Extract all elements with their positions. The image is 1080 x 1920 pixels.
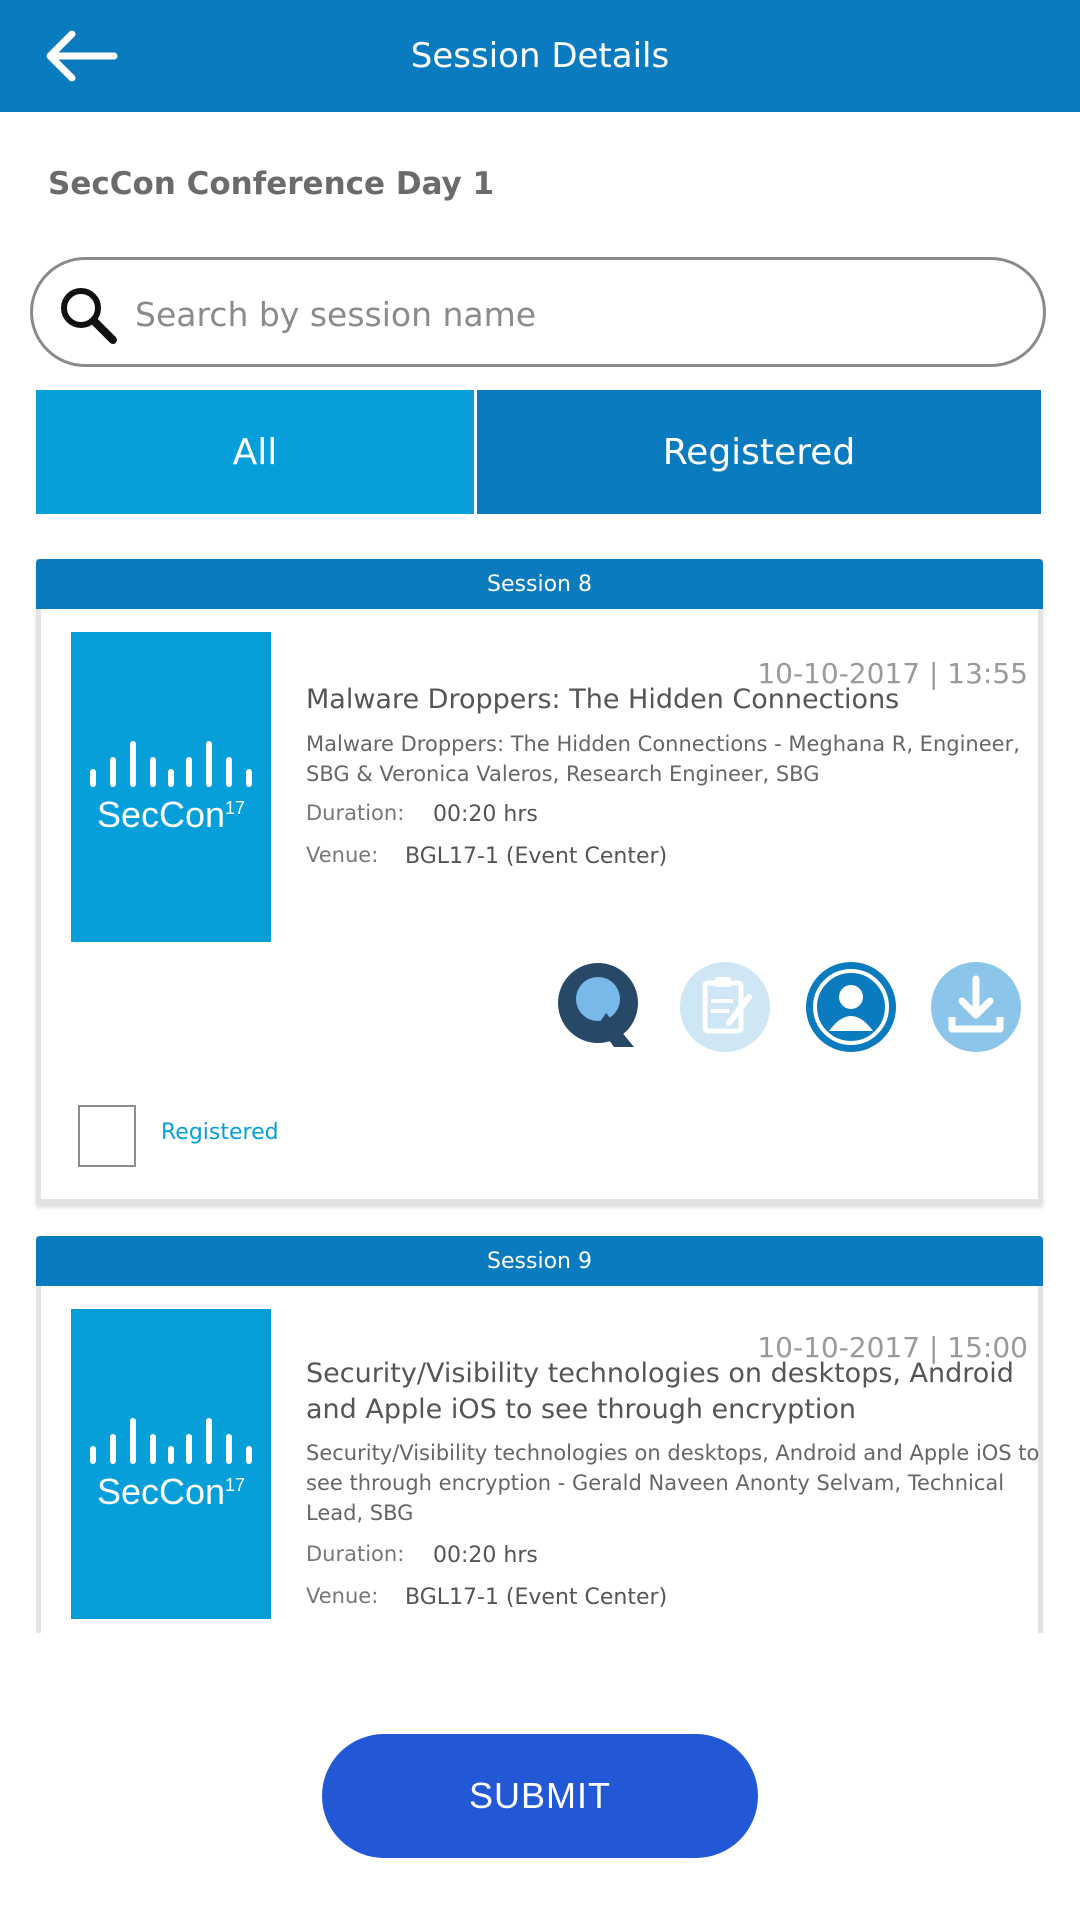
search-icon[interactable] — [57, 284, 119, 346]
registered-checkbox[interactable] — [78, 1105, 136, 1167]
session-description: Security/Visibility technologies on desktops, Android and Apple iOS to see through encryption - Gerald Naveen Anonty Selvam, Technical Lead, SBG — [306, 1441, 1040, 1525]
seccon-logo — [71, 632, 271, 942]
session-card — [36, 559, 1043, 1204]
venue-value: BGL17-1 (Event Center) — [405, 844, 668, 869]
session-title: Malware Droppers: The Hidden Connections — [306, 684, 900, 715]
registered-label: Registered — [161, 1120, 279, 1145]
logo-text: SecCon$^{17}$ — [96, 1471, 246, 1512]
conference-title: SecCon Conference Day 1 — [48, 166, 495, 202]
tab-bar — [36, 390, 1041, 514]
session-header: Session 9 — [36, 1236, 1043, 1286]
submit-button[interactable]: SUBMIT — [322, 1734, 758, 1858]
download-icon[interactable] — [930, 961, 1022, 1053]
duration-value: 00:20 hrs — [433, 1543, 538, 1568]
session-title: Security/Visibility technologies on desktops, Android and Apple iOS to see through encryption — [306, 1358, 1014, 1425]
session-description: Malware Droppers: The Hidden Connections - Meghana R, Engineer, SBG & Veronica Valeros, Research Engineer, SBG — [306, 732, 1020, 786]
search-input[interactable] — [133, 280, 1017, 348]
tab-all[interactable]: All — [36, 390, 474, 514]
speaker-icon[interactable] — [805, 961, 897, 1053]
venue-value: BGL17-1 (Event Center) — [405, 1585, 668, 1610]
notes-icon[interactable] — [679, 961, 771, 1053]
q-icon[interactable] — [552, 957, 644, 1049]
duration-label: Duration: — [306, 801, 405, 825]
duration-value: 00:20 hrs — [433, 802, 538, 827]
app-bar — [0, 0, 1080, 112]
session-datetime: 10-10-2017 | 13:55 — [757, 657, 1028, 690]
session-card — [36, 1236, 1043, 1633]
search-bar — [30, 257, 1046, 367]
session-datetime: 10-10-2017 | 15:00 — [757, 1331, 1028, 1364]
seccon-logo — [71, 1309, 271, 1619]
venue-label: Venue: — [306, 843, 379, 867]
venue-label: Venue: — [306, 1584, 379, 1608]
page-title: Session Details — [410, 36, 670, 76]
tab-registered[interactable]: Registered — [477, 390, 1041, 514]
session-header: Session 8 — [36, 559, 1043, 609]
logo-text: SecCon$^{17}$ — [96, 794, 246, 835]
duration-label: Duration: — [306, 1542, 405, 1566]
